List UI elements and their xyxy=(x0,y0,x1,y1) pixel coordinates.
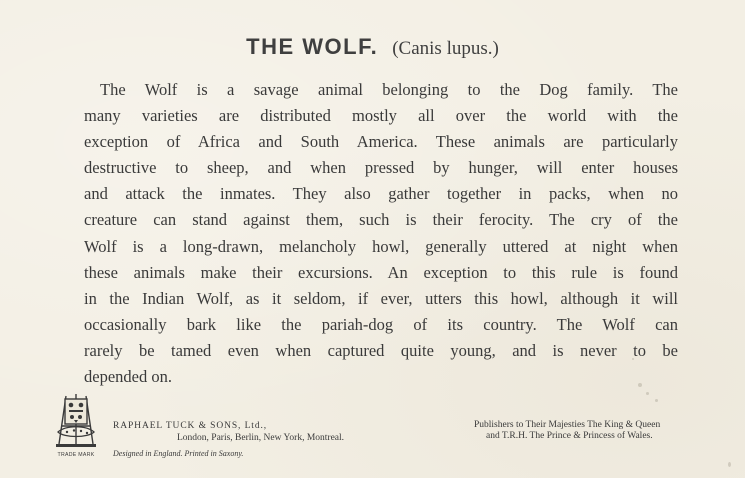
text-line: destructive to sheep, and when pressed by hunger, will enter houses xyxy=(84,158,678,178)
royal-warrant xyxy=(474,420,660,442)
publisher-cities: London, Paris, Berlin, New York, Montreal. xyxy=(177,433,345,443)
text-line: creature can stand against them, such is their ferocity. The cry of the xyxy=(84,210,678,230)
trademark-easel-logo xyxy=(52,392,100,458)
publisher-block xyxy=(113,420,344,460)
text-line: and attack the inmates. They also gather together in packs, when no xyxy=(84,184,678,204)
royal-warrant-line-1: Publishers to Their Majesties The King & Queen xyxy=(474,420,661,430)
publisher-name: RAPHAEL TUCK & SONS, Ltd., xyxy=(113,421,268,431)
text-line: Wolf is a long-drawn, melancholy howl, generally uttered at night when xyxy=(84,236,678,256)
paper-speck xyxy=(655,399,658,402)
text-line: these animals make their excursions. An exception to this rule is found xyxy=(84,262,678,282)
text-line: many varieties are distributed mostly all over the world with the xyxy=(84,106,678,126)
paper-speck xyxy=(638,383,642,387)
text-line: rarely be tamed even when captured quite young, and is never to be xyxy=(84,340,678,360)
paper-speck xyxy=(632,358,634,360)
text-line: The Wolf is a savage animal belonging to the Dog family. The xyxy=(100,80,678,99)
text-line: in the Indian Wolf, as it seldom, if ever, utters this howl, although it will xyxy=(84,288,678,308)
royal-warrant-line-2: and T.R.H. The Prince & Princess of Wales. xyxy=(486,431,653,441)
text-line: exception of Africa and South America. These animals are particularly xyxy=(84,132,678,152)
description-paragraph xyxy=(84,77,678,390)
paper-speck xyxy=(728,462,731,467)
title-row xyxy=(0,34,745,60)
text-line: depended on. xyxy=(84,367,172,387)
designed-printed-note: Designed in England. Printed in Saxony. xyxy=(113,449,244,458)
paper-speck xyxy=(646,392,649,395)
page-title: THE WOLF. xyxy=(246,34,379,59)
latin-name: (Canis lupus.) xyxy=(392,38,499,59)
text-line: occasionally bark like the pariah-dog of its country. The Wolf can xyxy=(84,314,678,334)
trademark-caption: TRADE MARK xyxy=(57,452,95,458)
